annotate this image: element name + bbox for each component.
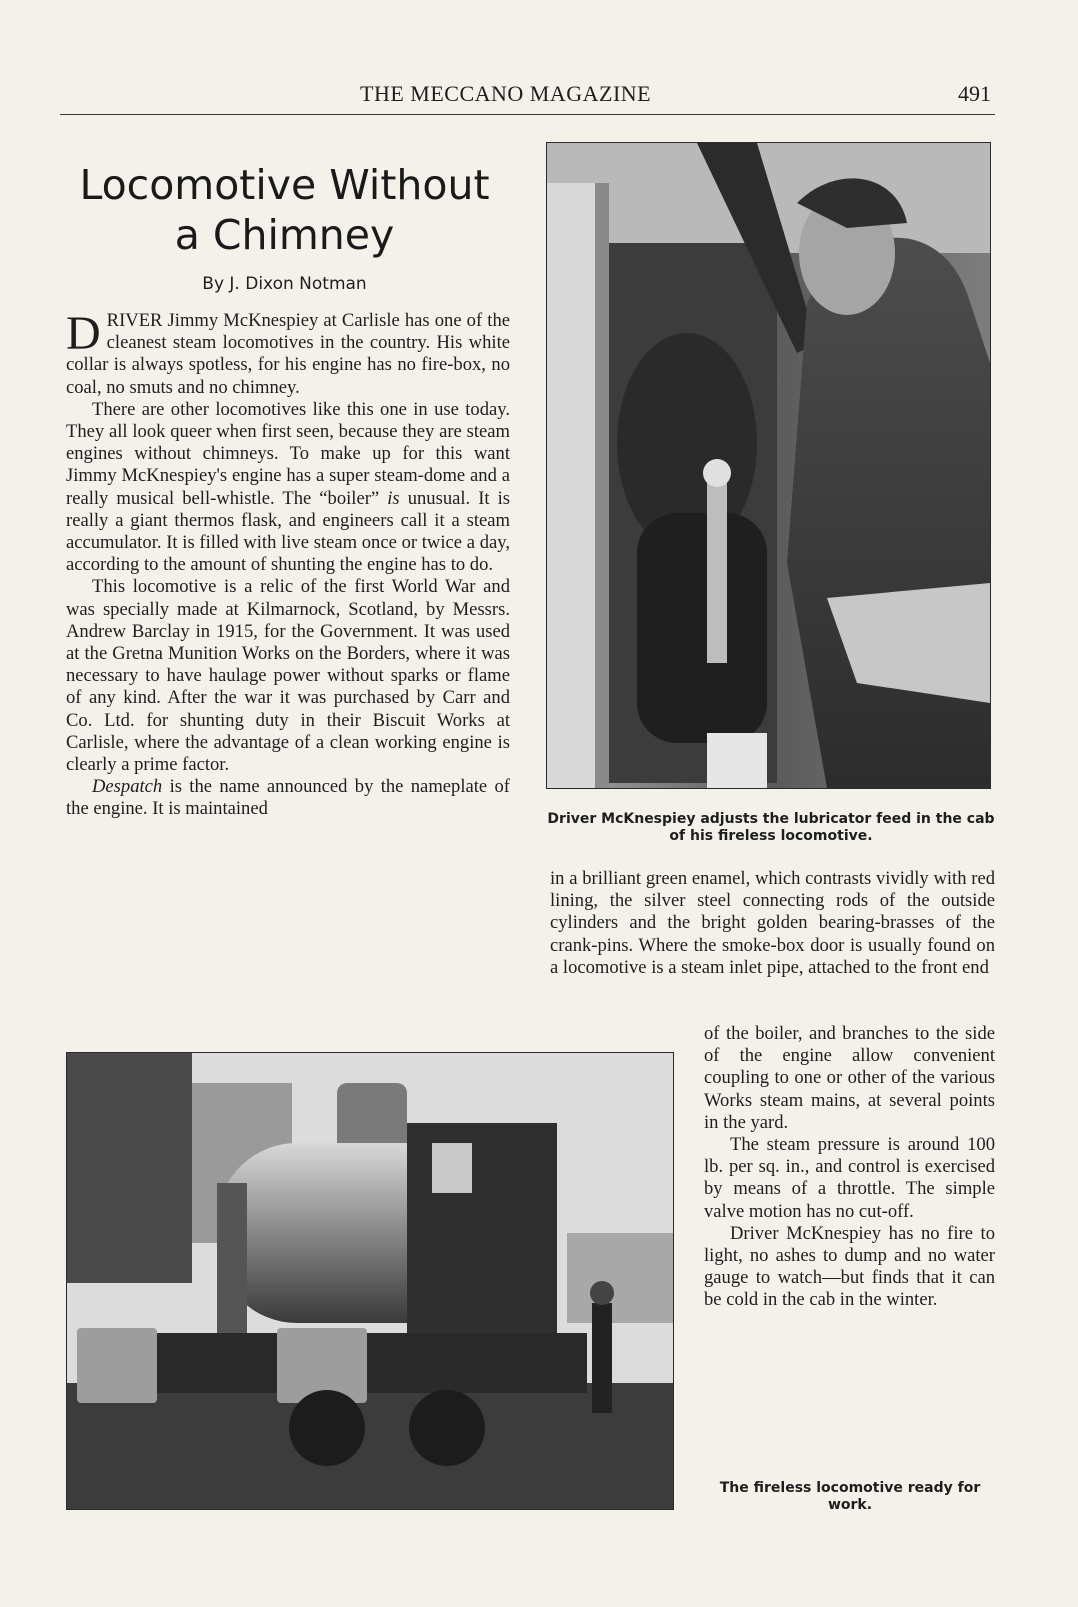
paragraph-3: This locomotive is a relic of the first World War and was specially made at Kilmarnock, Scotland, by Messrs. Andrew Barclay in 1915, for the Government. It was used at the Gretna Munition Works on the Borders, where it was necessary to have haulage power without sparks or flame of any kind. After the war it was purchased by Carr and Co. Ltd. for shunting duty in their Biscuit Works at Carlisle, where the advantage of a clean working engine is clearly a prime factor. <box>66 576 510 776</box>
paragraph-2: There are other locomotives like this one in use today. They all look queer when first seen, because they are steam engines without chimneys. To make up for this want Jimmy McKnespiey's engine has a super steam-dome and a really musical bell-whistle. The “boiler” is unusual. It is really a giant thermos flask, and engineers call it a steam accumulator. It is filled with live steam once or twice a day, according to the amount of shunting the engine has to do. <box>66 398 511 576</box>
paragraph-6: The steam pressure is around 100 lb. per sq. in., and control is exercised by means of a throttle. The simple valve motion has no cut-off. <box>704 1134 995 1222</box>
article-column-left <box>66 307 511 821</box>
driver-photo-illustration <box>547 143 990 788</box>
paragraph-7: Driver McKnespiey has no fire to light, no ashes to dump and no water gauge to watch—but finds that it can be cold in the cab in the winter. <box>704 1222 995 1311</box>
caption-driver-photo: Driver McKnespiey adjusts the lubricator feed in the cab of his fireless locomotive. <box>547 811 995 844</box>
byline: By J. Dixon Notman <box>202 274 367 294</box>
article-title <box>62 160 507 260</box>
photo-driver-in-cab <box>546 142 991 789</box>
page-number: 491 <box>958 81 991 106</box>
drop-cap: D <box>66 307 101 360</box>
locomotive-photo-illustration <box>67 1053 673 1509</box>
caption-locomotive-photo: The fireless locomotive ready for work. <box>719 1480 981 1513</box>
magazine-title: THE MECCANO MAGAZINE <box>360 81 652 106</box>
title-line-1: Locomotive Without <box>79 161 490 209</box>
article-column-right <box>550 868 995 979</box>
running-head <box>60 78 995 115</box>
article-column-right-narrow <box>704 1023 995 1312</box>
photo-fireless-locomotive <box>66 1052 674 1510</box>
paragraph-5: in a brilliant green enamel, which contrasts vividly with red lining, the silver steel connecting rods of the outside cylinders and the bright golden bearing-brasses of the crank-pins. Where the smoke-box door is usually found on a locomotive is a steam inlet pipe, attached to the front end <box>550 868 995 978</box>
paragraph-1: DRIVER Jimmy McKnespiey at Carlisle has one of the cleanest steam locomotives in the country. His white collar is always spotless, for his engine has no fire-box, no coal, no smuts and no chimney. <box>66 307 510 398</box>
paragraph-5-continued: of the boiler, and branches to the side of the engine allow convenient coupling to one or other of the various Works steam mains, at several points in the yard. <box>704 1023 995 1133</box>
paragraph-4: Despatch is the name announced by the nameplate of the engine. It is maintained <box>66 776 510 820</box>
title-line-2: a Chimney <box>174 211 395 259</box>
